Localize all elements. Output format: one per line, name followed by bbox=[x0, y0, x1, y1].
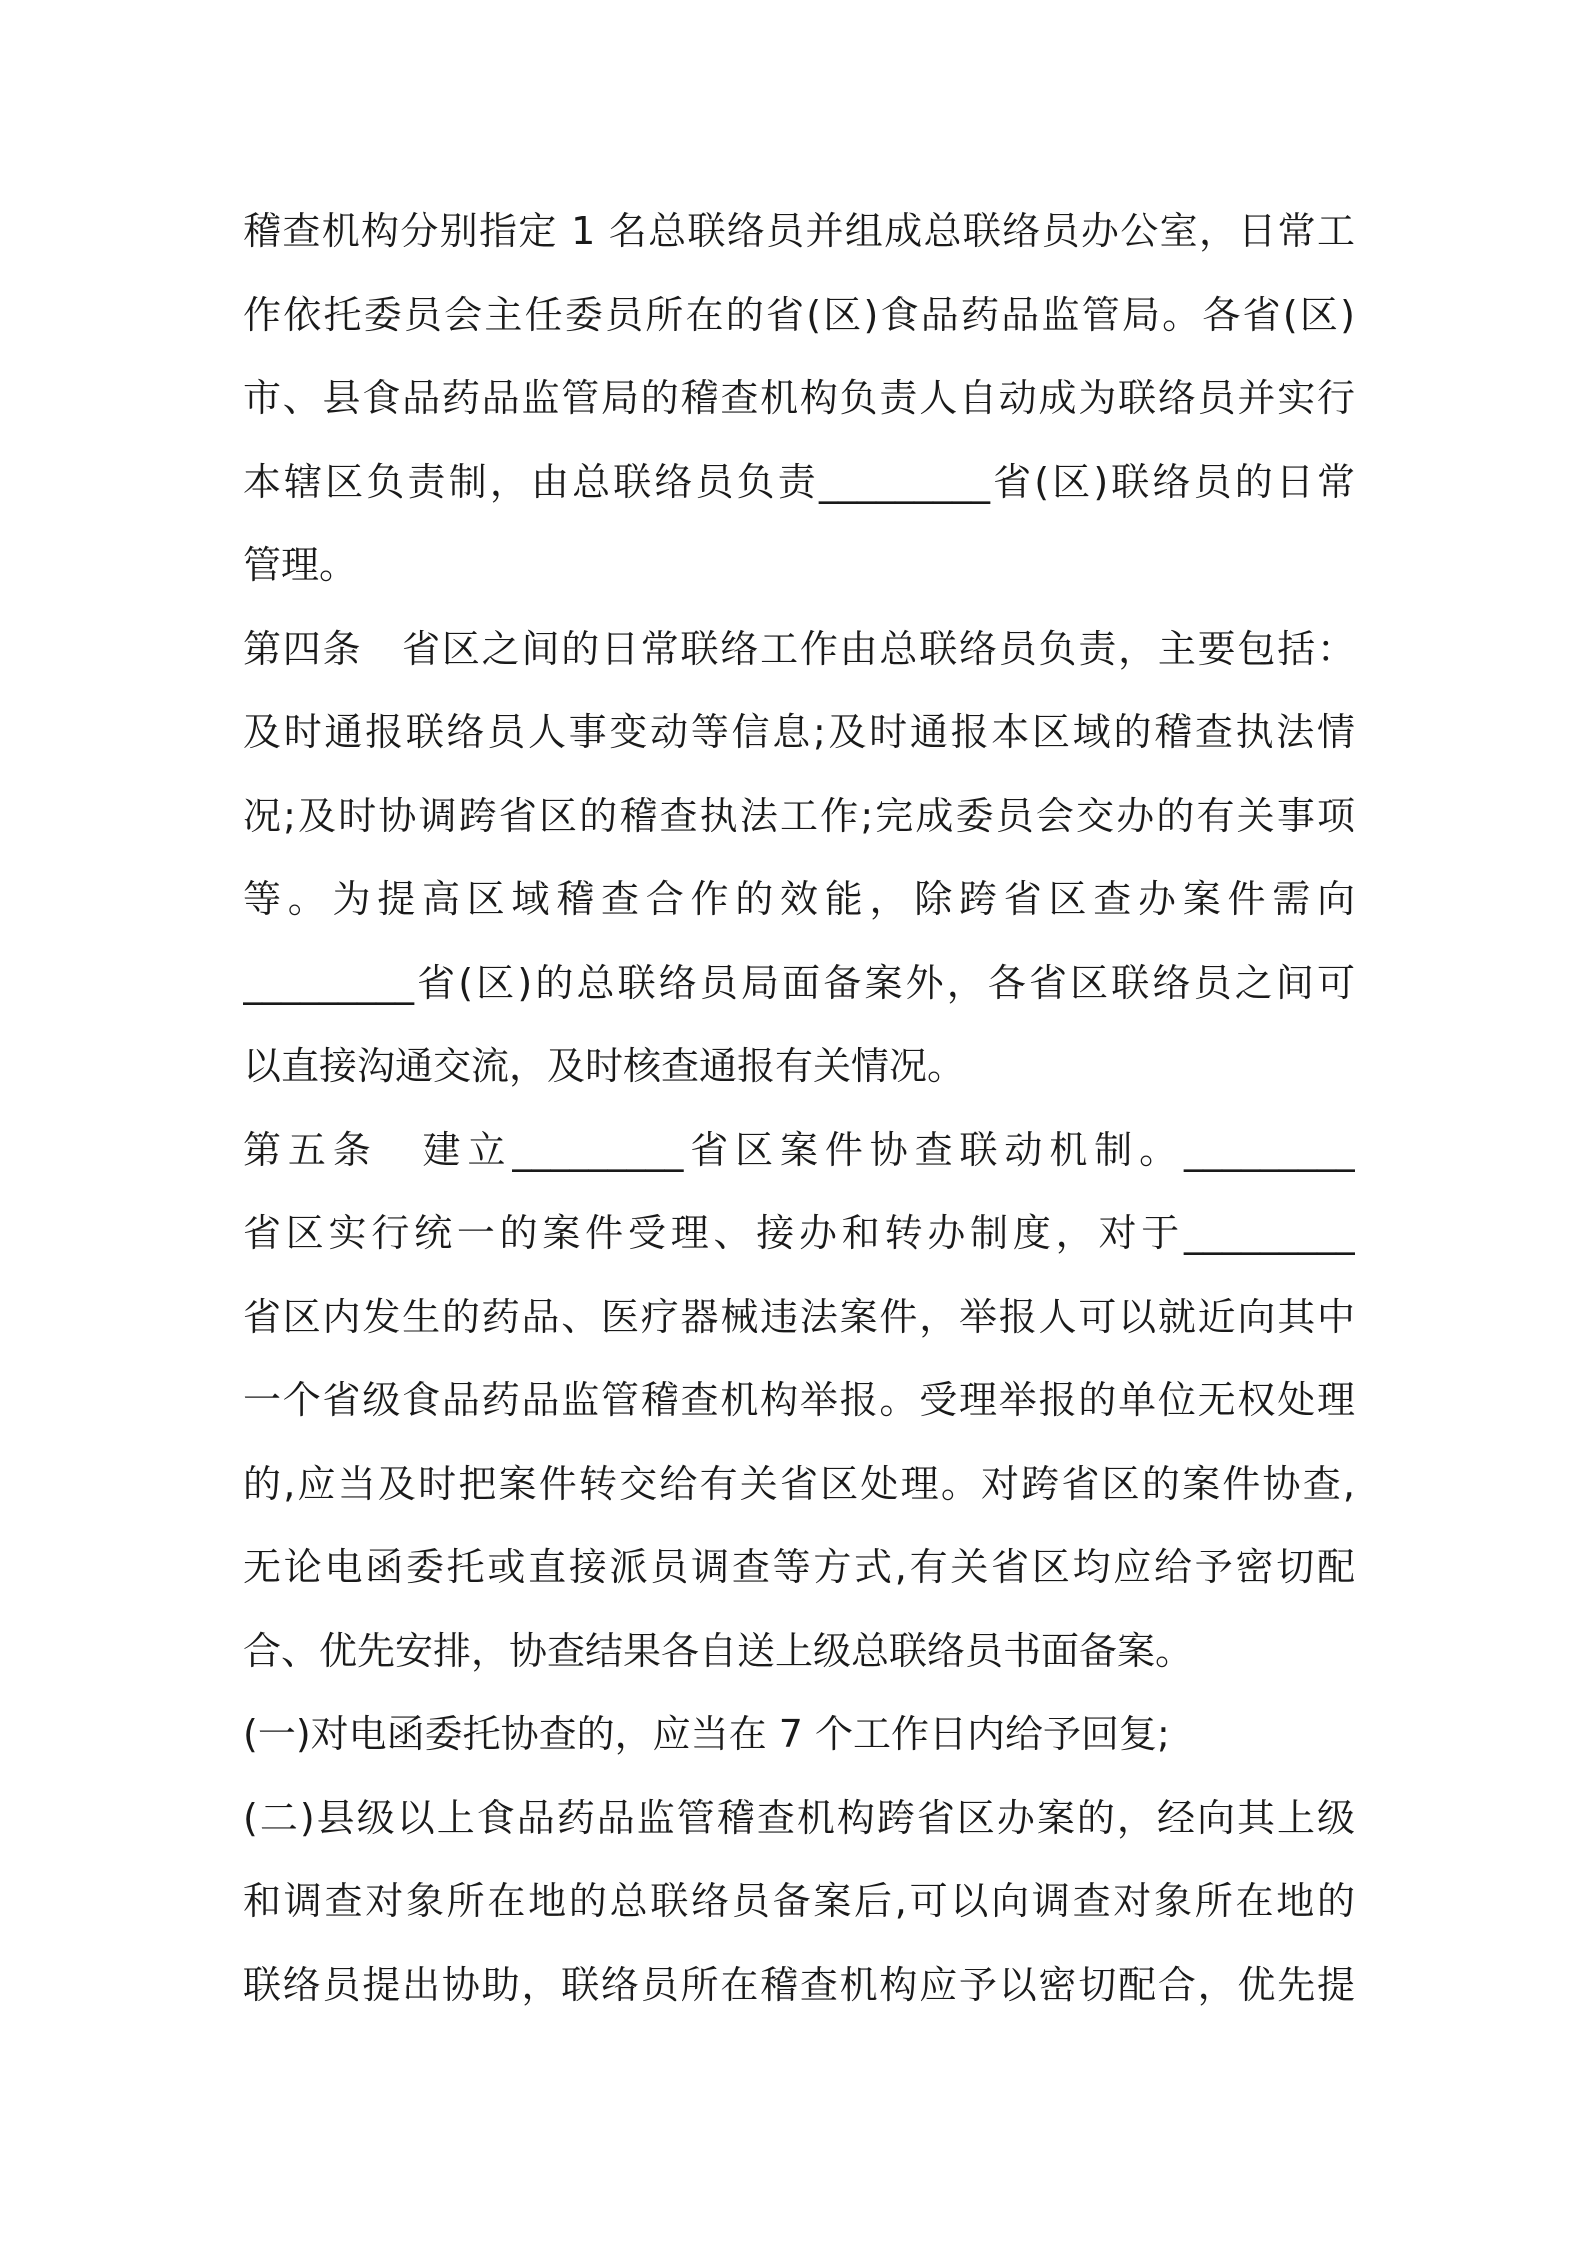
text-line: 以直接沟通交流，及时核查通报有关情况。 bbox=[243, 1044, 966, 1088]
text-line: 等。为提高区域稽查合作的效能，除跨省区查办案件需向 bbox=[243, 877, 1355, 921]
clause-1-line: (一)对电函委托协查的，应当在 7 个工作日内给予回复; bbox=[243, 1712, 1170, 1756]
document-body bbox=[243, 190, 1355, 2027]
text-line: 稽查机构分别指定 1 名总联络员并组成总联络员办公室，日常工 bbox=[243, 209, 1355, 253]
text-line: 合、优先安排，协查结果各自送上级总联络员书面备案。 bbox=[243, 1628, 1194, 1673]
text-line: 联络员提出协助，联络员所在稽查机构应予以密切配合，优先提 bbox=[243, 1962, 1355, 2007]
text-line: 管理。 bbox=[243, 543, 358, 587]
article-5-heading-line: 第五条 建立_________省区案件协查联动机制。_________ bbox=[243, 1127, 1355, 1172]
text-line: 本辖区负责制，由总联络员负责_________省(区)联络员的日常 bbox=[243, 459, 1355, 504]
text-line: 市、县食品药品监管局的稽查机构负责人自动成为联络员并实行 bbox=[243, 376, 1355, 420]
text-line: 作依托委员会主任委员所在的省(区)食品药品监管局。各省(区) bbox=[243, 292, 1355, 337]
text-line: 无论电函委托或直接派员调查等方式,有关省区均应给予密切配 bbox=[243, 1545, 1355, 1589]
text-line: 及时通报联络员人事变动等信息;及时通报本区域的稽查执法情 bbox=[243, 710, 1355, 754]
article-4-heading-line: 第四条 省区之间的日常联络工作由总联络员负责，主要包括： bbox=[243, 626, 1355, 671]
text-line: 的,应当及时把案件转交给有关省区处理。对跨省区的案件协查, bbox=[243, 1461, 1355, 1506]
text-line: 况;及时协调跨省区的稽查执法工作;完成委员会交办的有关事项 bbox=[243, 793, 1355, 838]
text-line: _________省(区)的总联络员局面备案外，各省区联络员之间可 bbox=[243, 960, 1355, 1005]
text-line: 省区内发生的药品、医疗器械违法案件，举报人可以就近向其中 bbox=[243, 1294, 1355, 1339]
clause-2-line: (二)县级以上食品药品监管稽查机构跨省区办案的，经向其上级 bbox=[243, 1795, 1355, 1840]
text-line: 一个省级食品药品监管稽查机构举报。受理举报的单位无权处理 bbox=[243, 1378, 1355, 1422]
text-line: 省区实行统一的案件受理、接办和转办制度，对于_________ bbox=[243, 1211, 1355, 1255]
text-line: 和调查对象所在地的总联络员备案后,可以向调查对象所在地的 bbox=[243, 1879, 1355, 1923]
